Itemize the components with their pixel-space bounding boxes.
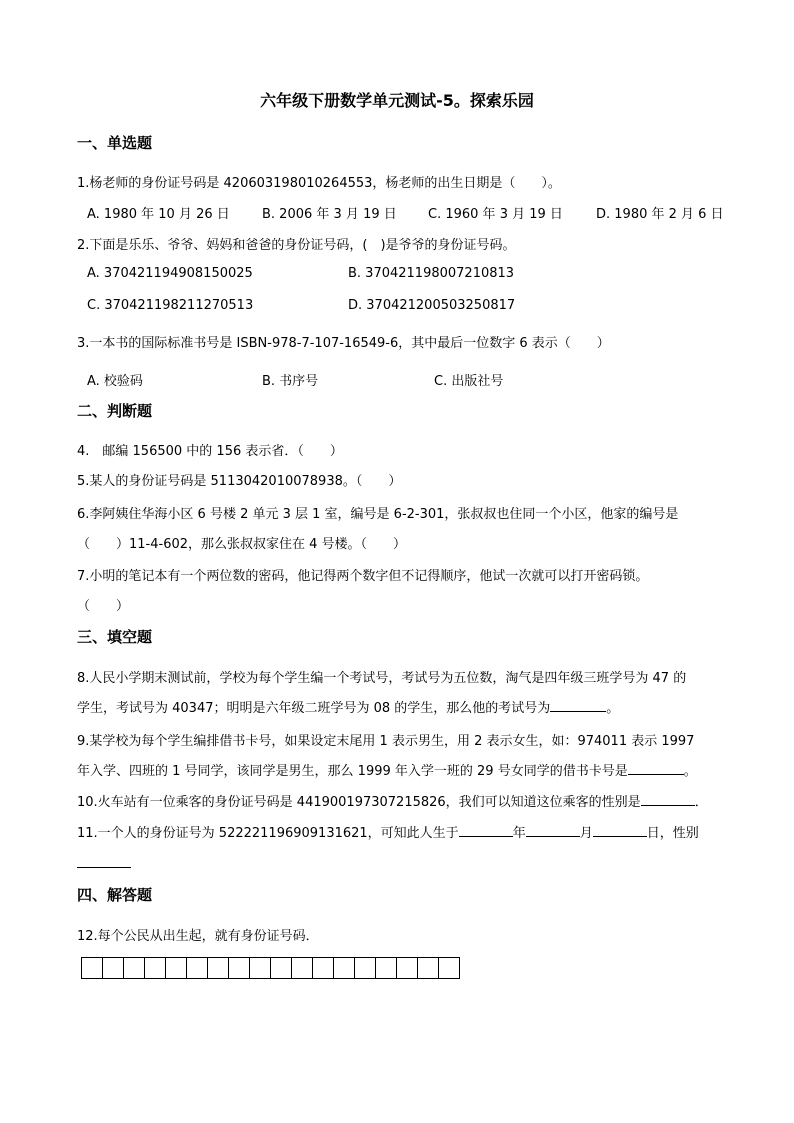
question-7-line-1: 7.小明的笔记本有一个两位数的密码，他记得两个数字但不记得顺序，他试一次就可以打开密码锁。 — [77, 569, 649, 584]
gender-blank[interactable] — [77, 853, 131, 868]
digit-box[interactable] — [438, 957, 460, 979]
question-1-stem: 1.杨老师的身份证号码是 420603198010264553，杨老师的出生日期是（ ）。 — [77, 176, 561, 191]
digit-box[interactable] — [165, 957, 187, 979]
day-blank[interactable] — [593, 822, 647, 837]
question-6-line-1: 6.李阿姨住华海小区 6 号楼 2 单元 3 层 1 室，编号是 6-2-301，张叔叔也住同一个小区，他家的编号是 — [77, 507, 679, 522]
question-9-line-2 — [77, 760, 697, 779]
year-blank[interactable] — [459, 822, 513, 837]
digit-box[interactable] — [249, 957, 271, 979]
question-8-line-2 — [77, 697, 619, 716]
digit-box[interactable] — [102, 957, 124, 979]
question-8-line-1: 8.人民小学期末测试前，学校为每个学生编一个考试号，考试号为五位数，淘气是四年级三班学号为 47 的 — [77, 671, 687, 686]
q2-option-b: B. 370421198007210813 — [348, 266, 515, 281]
id-number-boxes — [81, 957, 460, 979]
section-heading-fill-blank: 三、填空题 — [77, 628, 153, 646]
digit-box[interactable] — [207, 957, 229, 979]
answer-blank[interactable] — [550, 697, 606, 712]
question-10-end: ． — [694, 795, 708, 810]
q3-option-b: B. 书序号 — [262, 374, 319, 389]
digit-box[interactable] — [333, 957, 355, 979]
q1-option-a: A. 1980 年 10 月 26 日 — [87, 207, 230, 222]
digit-box[interactable] — [144, 957, 166, 979]
question-10-text: 10.火车站有一位乘客的身份证号码是 441900197307215826，我们可以知道这位乘客的性别是 — [77, 795, 641, 810]
question-6-line-2: （ ）11-4-602，那么张叔叔家住在 4 号楼。（ ） — [77, 537, 407, 552]
question-3-stem: 3.一本书的国际标准书号是 ISBN-978-7-107-16549-6，其中最后一位数字 6 表示（ ） — [77, 336, 610, 351]
digit-box[interactable] — [228, 957, 250, 979]
question-7-line-2: （ ） — [77, 599, 130, 614]
q1-option-b: B. 2006 年 3 月 19 日 — [262, 207, 397, 222]
q2-option-a: A. 370421194908150025 — [87, 266, 253, 281]
day-gender-label: 日，性别 — [646, 826, 699, 841]
section-heading-solve: 四、解答题 — [77, 886, 153, 904]
question-12: 12.每个公民从出生起，就有身份证号码． — [77, 929, 319, 944]
q2-option-d: D. 370421200503250817 — [348, 298, 516, 313]
answer-blank[interactable] — [641, 791, 695, 806]
answer-blank[interactable] — [628, 760, 684, 775]
question-5: 5.某人的身份证号码是 5113042010078938。（ ） — [77, 474, 402, 489]
digit-box[interactable] — [270, 957, 292, 979]
digit-box[interactable] — [123, 957, 145, 979]
digit-box[interactable] — [396, 957, 418, 979]
question-9-end: 。 — [683, 764, 697, 779]
question-11 — [77, 822, 699, 841]
question-4: 4. 邮编 156500 中的 156 表示省．（ ） — [77, 444, 343, 459]
digit-box[interactable] — [81, 957, 103, 979]
digit-box[interactable] — [291, 957, 313, 979]
q1-option-c: C. 1960 年 3 月 19 日 — [428, 207, 563, 222]
question-9-line-1: 9.某学校为每个学生编排借书卡号，如果设定末尾用 1 表示男生，用 2 表示女生，如：974011 表示 1997 — [77, 734, 695, 749]
digit-box[interactable] — [312, 957, 334, 979]
month-label: 月 — [579, 826, 593, 841]
page-title: 六年级下册数学单元测试-5。探索乐园 — [260, 91, 534, 110]
q3-option-a: A. 校验码 — [87, 374, 143, 389]
q2-option-c: C. 370421198211270513 — [87, 298, 254, 313]
digit-box[interactable] — [354, 957, 376, 979]
digit-box[interactable] — [375, 957, 397, 979]
question-8-end: 。 — [606, 701, 620, 716]
digit-box[interactable] — [186, 957, 208, 979]
q3-option-c: C. 出版社号 — [434, 374, 504, 389]
question-10 — [77, 791, 708, 810]
section-heading-single-choice: 一、单选题 — [77, 134, 153, 152]
section-heading-true-false: 二、判断题 — [77, 402, 153, 420]
question-8-text: 学生，考试号为 40347；明明是六年级二班学号为 08 的学生，那么他的考试号为 — [77, 701, 551, 716]
year-label: 年 — [512, 826, 526, 841]
q1-option-d: D. 1980 年 2 月 6 日 — [596, 207, 724, 222]
digit-box[interactable] — [417, 957, 439, 979]
question-9-text: 年入学、四班的 1 号同学，该同学是男生，那么 1999 年入学一班的 29 号女同学的借书卡号是 — [77, 764, 628, 779]
question-2-stem: 2.下面是乐乐、爷爷、妈妈和爸爸的身份证号码，( )是爷爷的身份证号码。 — [77, 238, 516, 253]
question-11-text: 11.一个人的身份证号为 522221196909131621，可知此人生于 — [77, 826, 459, 841]
month-blank[interactable] — [526, 822, 580, 837]
